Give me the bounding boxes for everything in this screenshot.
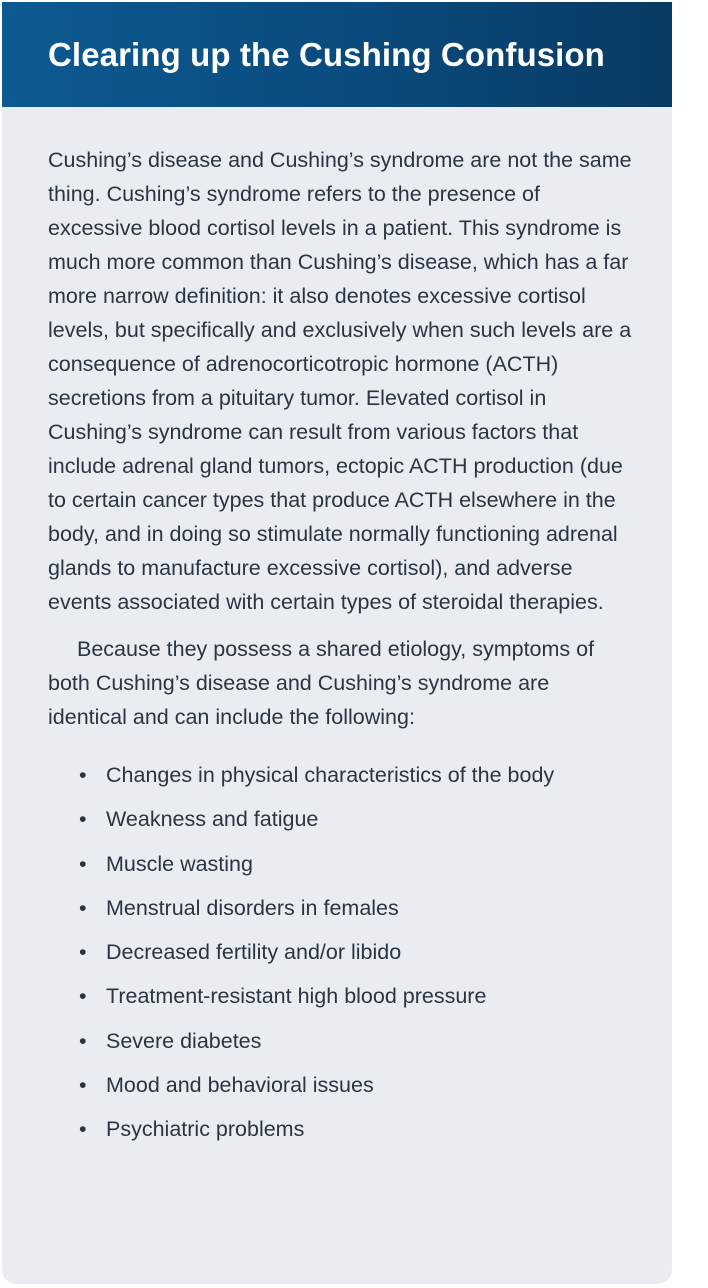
list-item: • Psychiatric problems <box>79 1107 632 1151</box>
sidebar-header <box>2 2 672 107</box>
paragraph-definition: Cushing’s disease and Cushing’s syndrome are not the same thing. Cushing’s syndrome refers to the presence of excessive blood cortisol levels in a patient. This syndrome is much more common than Cushing’s disease, which has a far more narrow definition: it also denotes excessive cortisol levels, but specifically and exclusively when such levels are a consequence of adrenocorticotropic hormone (ACTH) secretions from a pituitary tumor. Elevated cortisol in Cushing’s syndrome can result from various factors that include adrenal gland tumors, ectopic ACTH production (due to certain cancer types that produce ACTH elsewhere in the body, and in doing so stimulate normally functioning adrenal glands to manufacture excessive cortisol), and adverse events associated with certain types of steroidal therapies. <box>48 148 632 614</box>
symptom-list <box>48 753 632 1152</box>
paragraph-symptoms-intro: Because they possess a shared etiology, symptoms of both Cushing’s disease and Cushing’s syndrome are identical and can include the following: <box>48 637 595 729</box>
list-item: • Changes in physical characteristics of the body <box>79 753 632 797</box>
sidebar-box <box>2 2 672 1284</box>
list-item: • Muscle wasting <box>79 842 632 886</box>
list-item: • Menstrual disorders in females <box>79 886 632 930</box>
list-item: • Mood and behavioral issues <box>79 1063 632 1107</box>
list-item: • Weakness and fatigue <box>79 797 632 841</box>
list-item: • Decreased fertility and/or libido <box>79 930 632 974</box>
sidebar-title: Clearing up the Cushing Confusion <box>48 35 605 73</box>
list-item: • Treatment-resistant high blood pressure <box>79 974 632 1018</box>
list-item: • Severe diabetes <box>79 1019 632 1063</box>
sidebar-content <box>2 107 672 1152</box>
